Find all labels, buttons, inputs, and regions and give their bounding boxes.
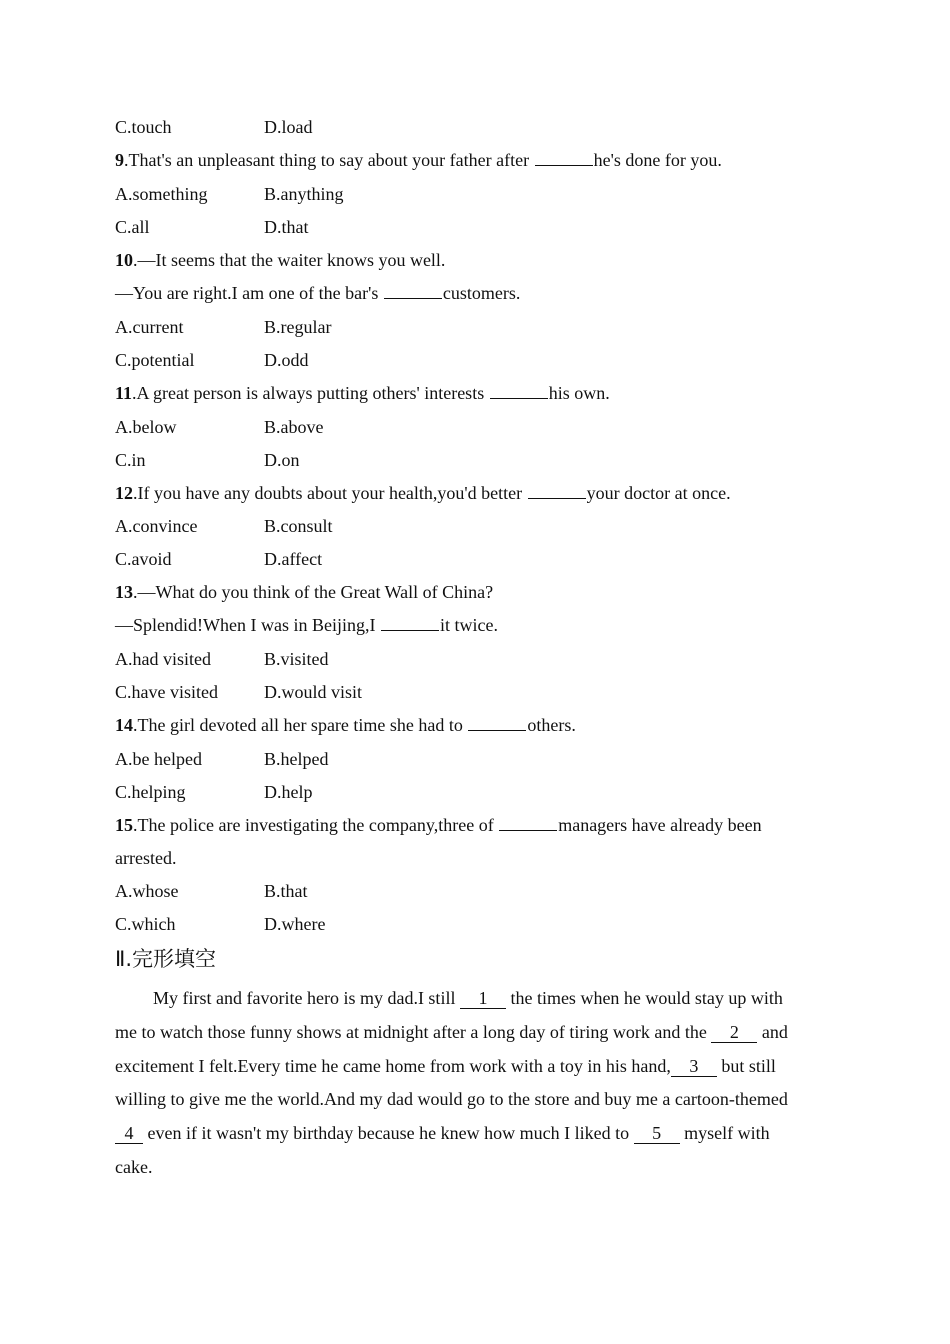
passage-line: excitement I felt.Every time he came home from work with a toy in his hand, 3 but still: [115, 1056, 776, 1076]
question-9: 9.That's an unpleasant thing to say about your father after he's done for you.: [115, 150, 722, 170]
question-number: 14: [115, 715, 133, 735]
question-number: 11: [115, 383, 133, 403]
question-number: 10: [115, 250, 133, 270]
section-title: .完形填空: [125, 947, 217, 971]
option-d-prev: D.load: [264, 117, 313, 137]
answer-blank: [490, 384, 548, 399]
question-number: 9: [115, 150, 124, 170]
question-11: 11.A great person is always putting others' interests his own.: [115, 383, 610, 403]
option-c-prev: C.touch: [115, 117, 172, 137]
option-b: B.helped: [264, 749, 329, 769]
option-d: D.where: [264, 914, 326, 934]
answer-blank: [535, 151, 593, 166]
cloze-blank-2: 2: [711, 1022, 757, 1043]
option-b: B.consult: [264, 516, 333, 536]
option-c: C.all: [115, 217, 150, 237]
question-number: 12: [115, 483, 133, 503]
option-c: C.avoid: [115, 549, 172, 569]
option-a: A.something: [115, 184, 208, 204]
option-d: D.would visit: [264, 682, 363, 702]
option-c: C.which: [115, 914, 176, 934]
question-12: 12.If you have any doubts about your health,you'd better your doctor at once.: [115, 483, 731, 503]
option-d: D.affect: [264, 549, 323, 569]
option-a: A.had visited: [115, 649, 211, 669]
option-c: C.in: [115, 450, 146, 470]
option-b: B.that: [264, 881, 308, 901]
option-c: C.potential: [115, 350, 195, 370]
option-b: B.visited: [264, 649, 329, 669]
option-a: A.current: [115, 317, 184, 337]
cloze-blank-5: 5: [634, 1123, 680, 1144]
option-d: D.on: [264, 450, 300, 470]
answer-blank: [384, 284, 442, 299]
option-c: C.helping: [115, 782, 186, 802]
section-numeral: Ⅱ: [115, 947, 126, 971]
option-d: D.help: [264, 782, 313, 802]
answer-blank: [499, 816, 557, 831]
answer-blank: [468, 716, 526, 731]
question-13: 13.—What do you think of the Great Wall of China?: [115, 582, 494, 602]
option-b: B.regular: [264, 317, 332, 337]
option-b: B.anything: [264, 184, 344, 204]
question-15-cont: arrested.: [115, 848, 177, 868]
option-a: A.be helped: [115, 749, 202, 769]
option-c: C.have visited: [115, 682, 218, 702]
cloze-blank-3: 3: [671, 1056, 717, 1077]
option-a: A.whose: [115, 881, 179, 901]
passage-line: cake.: [115, 1157, 153, 1177]
answer-blank: [381, 616, 439, 631]
passage-line: 4 even if it wasn't my birthday because he knew how much I liked to 5 myself with: [115, 1122, 770, 1144]
question-14: 14.The girl devoted all her spare time she had to others.: [115, 715, 576, 735]
passage-line: willing to give me the world.And my dad would go to the store and buy me a cartoon-themed: [115, 1089, 788, 1109]
question-15: 15.The police are investigating the company,three of managers have already been: [115, 815, 762, 835]
option-d: D.odd: [264, 350, 309, 370]
passage-line: My first and favorite hero is my dad.I still 1 the times when he would stay up with: [153, 988, 783, 1008]
question-10: 10.—It seems that the waiter knows you well.: [115, 250, 446, 270]
option-d: D.that: [264, 217, 309, 237]
passage-line: me to watch those funny shows at midnight after a long day of tiring work and the 2 and: [115, 1022, 788, 1042]
section-heading: [115, 946, 216, 972]
answer-blank: [528, 484, 586, 499]
question-13-reply: —Splendid!When I was in Beijing,I it twice.: [115, 615, 498, 635]
cloze-blank-4: 4: [115, 1123, 143, 1144]
question-10-reply: —You are right.I am one of the bar's customers.: [115, 283, 521, 303]
question-number: 15: [115, 815, 133, 835]
option-a: A.convince: [115, 516, 198, 536]
cloze-blank-1: 1: [460, 988, 506, 1009]
question-number: 13: [115, 582, 133, 602]
option-a: A.below: [115, 417, 177, 437]
option-b: B.above: [264, 417, 324, 437]
